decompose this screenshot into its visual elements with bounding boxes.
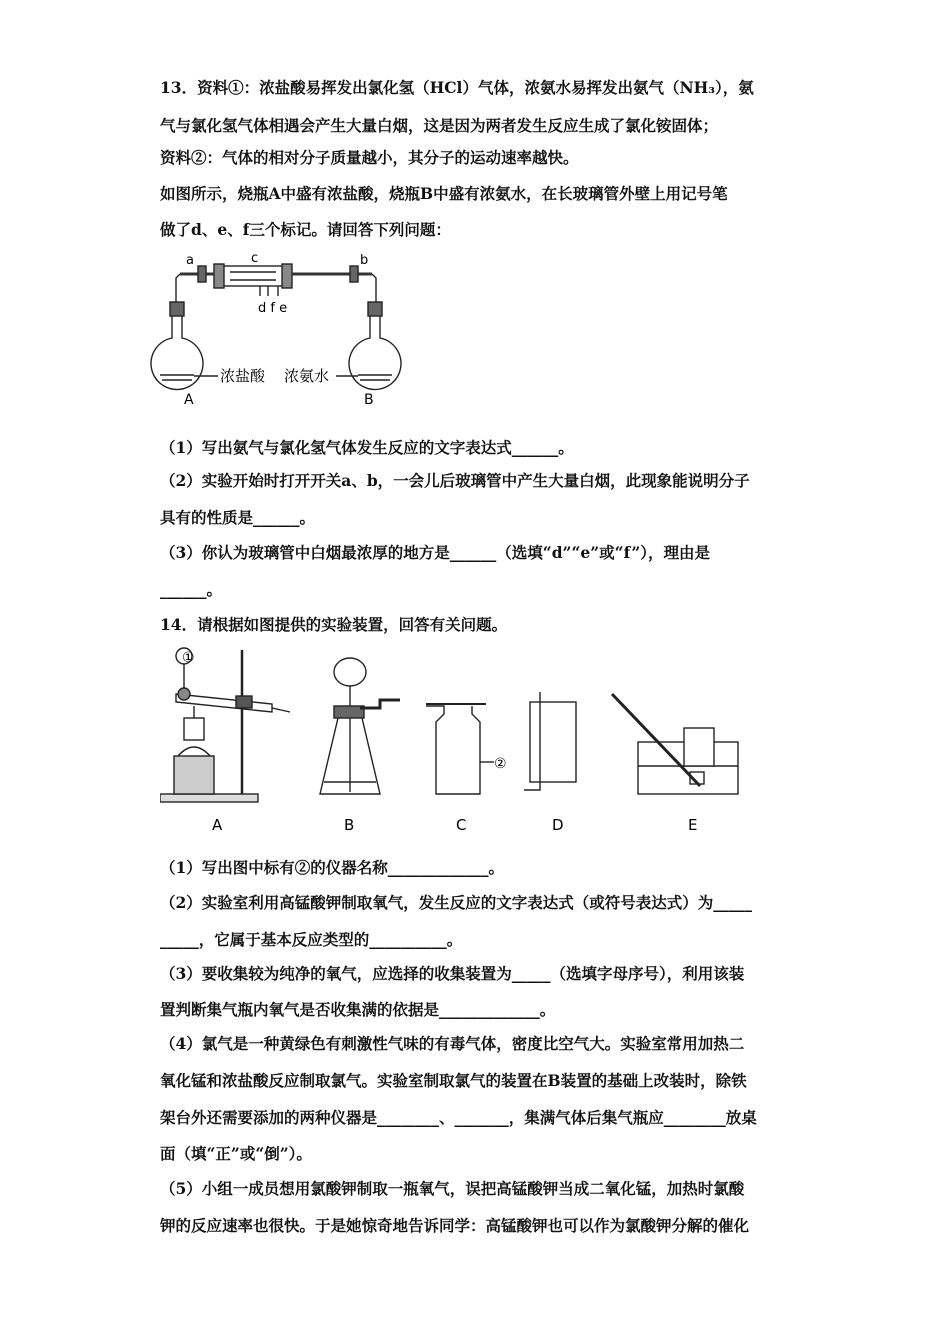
- q14-title: 14．请根据如图提供的实验装置，回答有关问题。: [160, 615, 508, 634]
- label-marks-dfe: d f e: [258, 301, 288, 316]
- q14-sub-5b: 钾的反应速率也很快。于是她惊奇地告诉同学：高锰酸钾也可以作为氯酸钾分解的催化: [160, 1216, 750, 1235]
- q13-line-1: 13．资料①：浓盐酸易挥发出氯化氢（HCl）气体，浓氨水易挥发出氨气（NH₃），氨: [160, 78, 754, 97]
- q13-line-2: 气与氯化氢气体相遇会产生大量白烟，这是因为两者发生反应生成了氯化铵固体；: [160, 116, 719, 135]
- q14-sub-1: （1）写出图中标有②的仪器名称_____________。: [160, 858, 505, 877]
- q14-sub-4a: （4）氯气是一种黄绿色有刺激性气味的有毒气体，密度比空气大。实验室常用加热二: [160, 1034, 745, 1053]
- label-circle-1: ①: [182, 650, 195, 666]
- label-app-B: B: [344, 816, 355, 834]
- label-flask-A: A: [184, 392, 194, 408]
- label-conc-ammonia: 浓氨水: [284, 367, 330, 385]
- q13-sub-3b: ______。: [160, 580, 223, 599]
- q14-sub-4b: 氧化锰和浓盐酸反应制取氯气。实验室制取氯气的装置在B装置的基础上改装时，除铁: [160, 1071, 747, 1090]
- label-app-E: E: [688, 816, 698, 834]
- q14-sub-3b: 置判断集气瓶内氧气是否收集满的依据是_____________。: [160, 1000, 556, 1019]
- q13-line-5: 做了d、e、f三个标记。请回答下列问题：: [160, 220, 451, 239]
- q13-sub-2b: 具有的性质是______。: [160, 508, 316, 527]
- q14-sub-4c: 架台外还需要添加的两种仪器是________、_______，集满气体后集气瓶应________放桌: [160, 1108, 757, 1127]
- q13-apparatus-figure: [150, 250, 410, 410]
- q14-apparatus-figure: [160, 642, 800, 842]
- label-app-D: D: [552, 816, 564, 834]
- q13-sub-1: （1）写出氨气与氯化氢气体发生反应的文字表达式______。: [160, 438, 574, 457]
- label-app-A: A: [212, 816, 223, 834]
- label-app-C: C: [456, 816, 467, 834]
- q14-sub-4d: 面（填“正”或“倒”）。: [160, 1144, 312, 1163]
- q13-sub-3a: （3）你认为玻璃管中白烟最浓厚的地方是______（选填“d”“e”或“f”），理由是: [160, 543, 711, 562]
- q13-line-3: 资料②：气体的相对分子质量越小，其分子的运动速率越快。: [160, 148, 579, 167]
- q13-sub-2a: （2）实验开始时打开开关a、b，一会儿后玻璃管中产生大量白烟，此现象能说明分子: [160, 471, 750, 490]
- label-a: a: [186, 253, 194, 268]
- q14-sub-2a: （2）实验室利用高锰酸钾制取氧气，发生反应的文字表达式（或符号表达式）为_____: [160, 893, 753, 912]
- q14-sub-3a: （3）要收集较为纯净的氧气，应选择的收集装置为_____（选填字母序号），利用该装: [160, 964, 745, 983]
- q14-sub-5a: （5）小组一成员想用氯酸钾制取一瓶氧气，误把高锰酸钾当成二氧化锰，加热时氯酸: [160, 1179, 745, 1198]
- q14-sub-2b: _____，它属于基本反应类型的__________。: [160, 930, 463, 949]
- label-flask-B: B: [364, 392, 374, 408]
- q13-line-4: 如图所示，烧瓶A中盛有浓盐酸，烧瓶B中盛有浓氨水，在长玻璃管外壁上用记号笔: [160, 184, 728, 203]
- label-c: c: [251, 251, 259, 266]
- label-circle-2: ②: [494, 756, 507, 772]
- label-b: b: [360, 253, 369, 268]
- label-conc-hcl: 浓盐酸: [220, 367, 266, 385]
